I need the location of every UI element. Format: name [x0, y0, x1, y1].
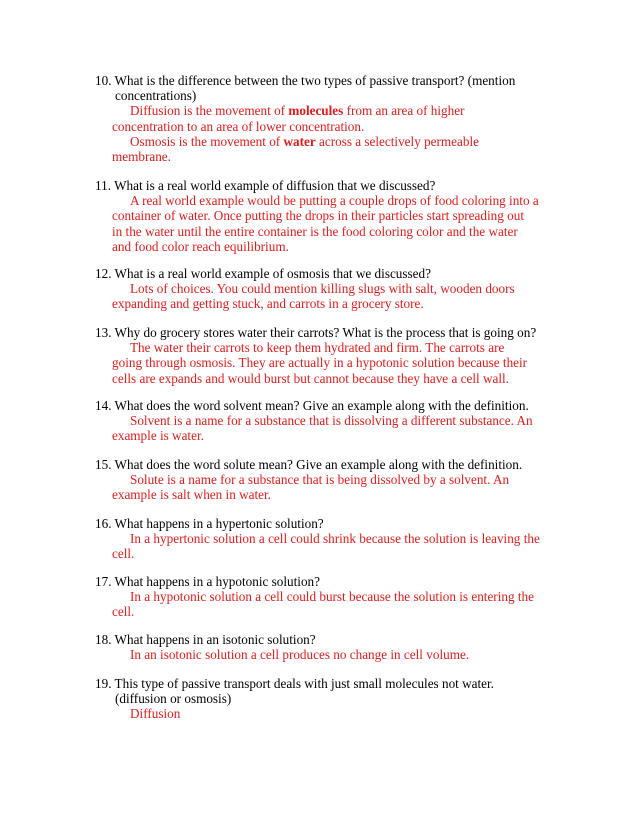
- question-13: [95, 325, 555, 340]
- question-number: 12.: [95, 266, 112, 281]
- question-14: [95, 398, 555, 413]
- answer-line: expanding and getting stuck, and carrots in a grocery store.: [112, 296, 424, 312]
- answer-line: Diffusion is the movement of molecules from an area of higher: [130, 103, 465, 119]
- answer-line: going through osmosis. They are actually in a hypotonic solution because their: [112, 355, 528, 371]
- answer-17: [95, 589, 555, 619]
- answer-line: example is water.: [112, 428, 204, 444]
- question-block-19: [95, 676, 555, 722]
- question-17: [95, 574, 555, 589]
- question-text: What happens in a hypotonic solution?: [114, 574, 321, 589]
- answer-line: membrane.: [112, 149, 171, 165]
- answer-line: container of water. Once putting the drops in their particles start spreading out: [112, 208, 524, 224]
- question-text: What is the difference between the two types of passive transport? (mention: [114, 73, 516, 88]
- answer-12: [95, 281, 555, 311]
- question-number: 16.: [95, 516, 112, 531]
- answer-15: [95, 472, 555, 502]
- question-text: What does the word solvent mean? Give an example along with the definition.: [114, 398, 529, 413]
- question-number: 18.: [95, 632, 112, 647]
- question-block-18: [95, 632, 555, 662]
- question-18: [95, 632, 555, 647]
- question-11: [95, 178, 555, 193]
- answer-16: [95, 531, 555, 561]
- answer-line: The water their carrots to keep them hydrated and firm. The carrots are: [130, 340, 505, 356]
- question-block-11: [95, 178, 555, 254]
- question-text: Why do grocery stores water their carrots? What is the process that is going on?: [114, 325, 537, 340]
- answer-line: In a hypotonic solution a cell could burst because the solution is entering the: [130, 589, 534, 605]
- question-block-12: [95, 266, 555, 312]
- answer-line: Diffusion: [130, 706, 181, 722]
- question-16: [95, 516, 555, 531]
- answer-18: [95, 647, 555, 662]
- answer-line: cell.: [112, 604, 135, 620]
- answer-line: Solvent is a name for a substance that is dissolving a different substance. An: [130, 413, 533, 429]
- question-12: [95, 266, 555, 281]
- answer-line: and food color reach equilibrium.: [112, 238, 289, 254]
- question-text: This type of passive transport deals with just small molecules not water.: [114, 676, 494, 691]
- answer-line: Solute is a name for a substance that is being dissolved by a solvent. An: [130, 472, 510, 488]
- answer-19: [95, 706, 555, 721]
- question-number: 11.: [95, 178, 111, 193]
- question-number: 17.: [95, 574, 112, 589]
- question-text-cont: concentrations): [115, 88, 197, 104]
- question-19: [95, 676, 555, 706]
- answer-line: A real world example would be putting a couple drops of food coloring into a: [130, 193, 539, 209]
- answer-line: cell.: [112, 546, 135, 562]
- answer-line: In an isotonic solution a cell produces no change in cell volume.: [130, 647, 470, 663]
- answer-10: [95, 103, 555, 164]
- question-number: 10.: [95, 73, 112, 88]
- question-block-15: [95, 457, 555, 503]
- question-block-14: [95, 398, 555, 444]
- answer-line: In a hypertonic solution a cell could shrink because the solution is leaving the: [130, 531, 540, 547]
- answer-line: cells are expands and would burst but cannot because they have a cell wall.: [112, 370, 509, 386]
- answer-11: [95, 193, 555, 254]
- question-text: What happens in an isotonic solution?: [114, 632, 316, 647]
- question-15: [95, 457, 555, 472]
- question-block-10: [95, 73, 555, 164]
- question-text-cont: (diffusion or osmosis): [115, 691, 232, 707]
- question-number: 19.: [95, 676, 112, 691]
- question-text: What is a real world example of osmosis that we discussed?: [114, 266, 431, 281]
- question-text: What happens in a hypertonic solution?: [114, 516, 324, 531]
- question-number: 13.: [95, 325, 112, 340]
- question-text: What is a real world example of diffusion that we discussed?: [114, 178, 436, 193]
- question-number: 14.: [95, 398, 112, 413]
- answer-line: Osmosis is the movement of water across a selectively permeable: [130, 133, 480, 149]
- question-block-13: [95, 325, 555, 386]
- answer-line: Lots of choices. You could mention killing slugs with salt, wooden doors: [130, 281, 515, 297]
- question-number: 15.: [95, 457, 112, 472]
- answer-line: example is salt when in water.: [112, 487, 271, 503]
- question-block-17: [95, 574, 555, 620]
- question-block-16: [95, 516, 555, 562]
- answer-13: [95, 340, 555, 386]
- answer-line: in the water until the entire container is the food coloring color and the water: [112, 223, 518, 239]
- question-10: [95, 73, 555, 103]
- question-text: What does the word solute mean? Give an example along with the definition.: [114, 457, 523, 472]
- answer-line: concentration to an area of lower concentration.: [112, 118, 365, 134]
- answer-14: [95, 413, 555, 443]
